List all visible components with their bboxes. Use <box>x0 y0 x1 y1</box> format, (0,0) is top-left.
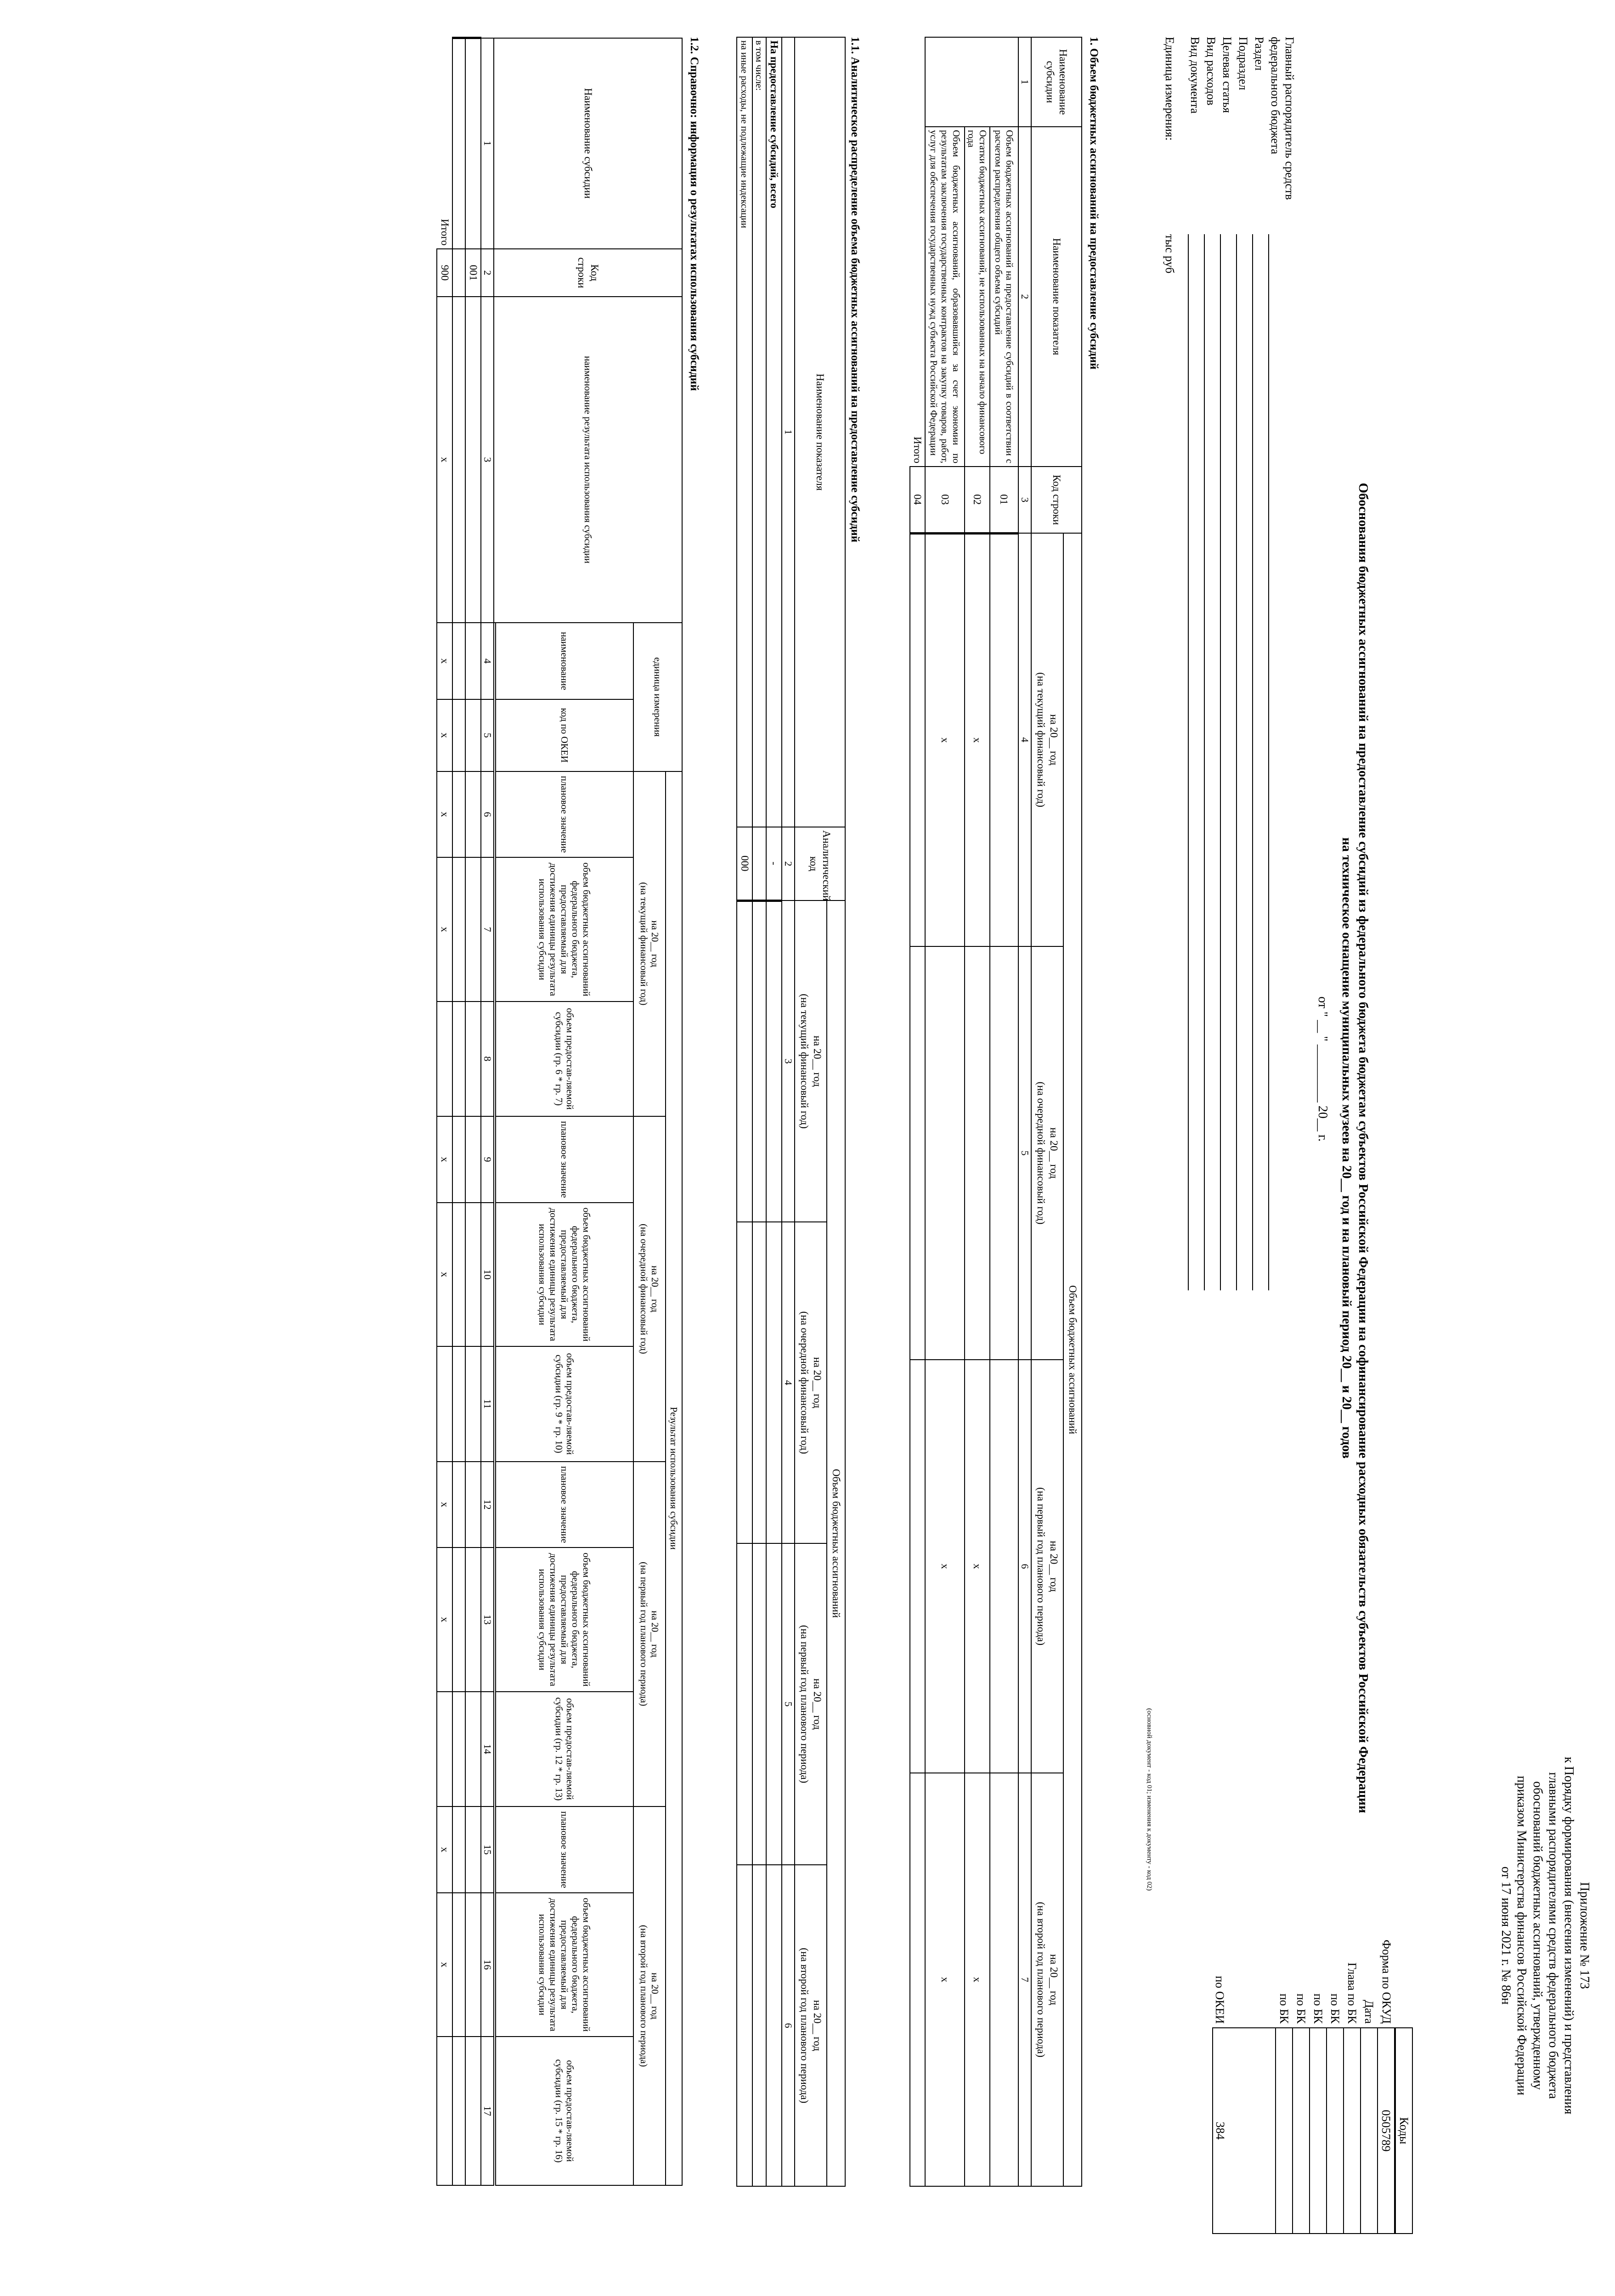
field-row <box>1204 37 1220 1290</box>
codes-header: Коды <box>1395 2028 1412 2234</box>
cell-code: 02 <box>965 467 989 533</box>
cell-okei[interactable] <box>452 699 465 771</box>
codes-box <box>1212 1936 1413 2234</box>
cell-x: х <box>437 1806 452 1893</box>
field-row <box>1188 37 1204 1290</box>
doc-type-note: (основной документ - код 01; изменения к документу - код 02) <box>1146 1708 1153 1891</box>
cell-value[interactable] <box>990 946 1018 1360</box>
cell-code: 03 <box>925 467 965 533</box>
cell-unit-name[interactable] <box>452 623 465 699</box>
h-year: на 20__ год (на текущий финансовый год) <box>795 900 827 1222</box>
cell-value[interactable] <box>452 1692 465 1807</box>
cell-value[interactable] <box>452 1203 465 1346</box>
h-year: на 20__ год (на первый год планового периода) <box>633 1462 666 1807</box>
cell-value[interactable] <box>465 1116 481 1203</box>
table-row <box>925 37 965 2186</box>
cell-value[interactable] <box>465 1893 481 2037</box>
cell-x: х <box>437 623 452 699</box>
field-label: Раздел <box>1253 37 1266 71</box>
code-label: по БК <box>1277 1993 1291 2024</box>
field-row <box>1236 37 1252 1290</box>
cell-value[interactable] <box>452 2037 465 2185</box>
h-unit-volume: объем бюджетных ассигнований федерального бюджета, предоставляемый для достижения единицы результата использования субсидии <box>496 1893 633 2037</box>
cell-value[interactable] <box>465 1806 481 1893</box>
code-label: по БК <box>1294 1993 1308 2024</box>
h-name-subsidy: Наименование субсидии <box>1031 37 1082 127</box>
cell-value[interactable] <box>965 946 989 1360</box>
code-okei: 384 <box>1213 2028 1276 2234</box>
code-label: Глава по БК <box>1345 1962 1359 2024</box>
field-input-line[interactable] <box>1252 234 1265 1290</box>
col-num: 5 <box>481 699 494 771</box>
h-unit-name: наименование <box>496 623 633 699</box>
code-label: по ОКЕИ <box>1213 1975 1227 2024</box>
appendix-line: от 17 июня 2021 г. № 86н <box>1499 1866 1513 2005</box>
cell-value[interactable] <box>737 1865 752 2186</box>
appendix-line: главными распорядителями средств федерального бюджета <box>1546 1772 1560 2099</box>
col-num: 6 <box>782 1865 795 2186</box>
cell-value[interactable] <box>925 946 965 1360</box>
col-num: 2 <box>1018 127 1031 467</box>
cell-value[interactable] <box>465 2037 481 2185</box>
cell-value[interactable] <box>452 771 465 858</box>
cell-x: х <box>437 1548 452 1691</box>
h-plan: плановое значение <box>496 1116 633 1203</box>
cell-value: х <box>965 1773 989 2186</box>
cell-value[interactable] <box>465 1692 481 1807</box>
h-year: на 20__ год (на второй год планового периода) <box>633 1806 666 2185</box>
cell-indicator: Объем бюджетных ассигнований на предоставление субсидий в соответствии с расчетом распределения общего объема субсидий <box>990 127 1018 467</box>
code-bk-cs <box>1293 2028 1310 2234</box>
table-row <box>965 37 989 2186</box>
h-name-subsidy: Наименование субсидии <box>494 38 682 249</box>
h-unit-volume: объем бюджетных ассигнований федерального бюджета, предоставляемый для достижения единицы результата использования субсидии <box>496 1203 633 1346</box>
col-num: 3 <box>481 297 494 623</box>
header-fields <box>1163 37 1297 1290</box>
code-bk-podrazdel <box>1310 2028 1327 2234</box>
cell-value[interactable] <box>766 1222 782 1543</box>
cell-value[interactable] <box>752 1543 766 1865</box>
appendix-line: обоснований бюджетных ассигнований, утвержденному <box>1530 1781 1545 2090</box>
h-volume-calc: объем предостав-ляемой субсидии (гр. 6 * гр. 7) <box>496 1002 633 1117</box>
code-bk-vr <box>1276 2028 1293 2234</box>
cell-value[interactable] <box>452 1893 465 2037</box>
document-title <box>1338 230 1372 2066</box>
col-num: 1 <box>481 38 494 249</box>
cell-value[interactable] <box>465 1346 481 1462</box>
h-indicator: Наименование показателя <box>795 37 845 827</box>
cell-value[interactable] <box>737 1222 752 1543</box>
h-year: на 20__ год (на второй год планового периода) <box>795 1865 827 2186</box>
h-code: Код строки <box>1031 467 1082 533</box>
h-indicator: Наименование показателя <box>1031 127 1082 467</box>
col-num: 6 <box>481 771 494 858</box>
h-year: на 20__ год (на первый год планового периода) <box>795 1543 827 1865</box>
cell-indicator: На предоставление субсидий, всего <box>766 37 782 827</box>
section12-table <box>436 37 683 2186</box>
col-num: 7 <box>1018 1773 1031 2186</box>
total-value[interactable] <box>437 1692 452 1807</box>
h-plan: плановое значение <box>496 1806 633 1893</box>
cell-value[interactable] <box>465 1462 481 1548</box>
cell-value[interactable] <box>990 533 1018 946</box>
cell-x: х <box>437 1893 452 2037</box>
h-year: на 20__ год (на текущий финансовый год) <box>1031 533 1063 946</box>
h-code: Код строки <box>494 249 682 297</box>
total-row <box>910 37 926 2186</box>
cell-indicator: в том числе: <box>752 37 766 827</box>
col-num: 15 <box>481 1806 494 1893</box>
h-volume: Объем бюджетных ассигнований <box>1063 533 1082 2186</box>
section1-title: 1. Объем бюджетных ассигнований на предоставление субсидий <box>1088 37 1100 370</box>
cell-value[interactable] <box>752 1222 766 1543</box>
field-input-line[interactable] <box>1268 234 1281 1290</box>
h-okei: код по ОКЕИ <box>496 699 633 771</box>
cell-value[interactable] <box>452 1002 465 1117</box>
table-row <box>766 37 782 2186</box>
field-label: Подраздел <box>1237 37 1250 90</box>
cell-result-name[interactable] <box>452 297 465 623</box>
col-num: 9 <box>481 1116 494 1203</box>
cell-value[interactable] <box>452 1806 465 1893</box>
cell-value[interactable] <box>452 1548 465 1691</box>
cell-code <box>752 827 766 900</box>
h-year: на 20__ год (на текущий финансовый год) <box>633 771 666 1117</box>
cell-code: - <box>766 827 782 900</box>
cell-x: х <box>437 297 452 623</box>
cell-value: х <box>965 533 989 946</box>
cell-value: х <box>925 1360 965 1773</box>
cell-subsidy-name[interactable] <box>465 38 481 249</box>
cell-x: х <box>437 699 452 771</box>
cell-value[interactable] <box>766 900 782 1222</box>
h-year: на 20__ год (на второй год планового периода) <box>1031 1773 1063 2186</box>
col-num: 17 <box>481 2037 494 2185</box>
cell-x: х <box>437 1116 452 1203</box>
col-num: 1 <box>782 37 795 827</box>
table-row <box>465 38 481 2186</box>
field-label: Целевая статья <box>1220 37 1234 113</box>
title-line: Обоснования бюджетных ассигнований на предоставление субсидий из федерального бюджета бюджетам субъектов Российской Федерации на софинансирование расходных обязательств субъектов Российской Федерации <box>1356 483 1371 1813</box>
col-num: 12 <box>481 1462 494 1548</box>
cell-value: х <box>925 533 965 946</box>
h-year: на 20__ год (на очередной финансовый год) <box>633 1116 666 1462</box>
appendix-line: приказом Министерства финансов Российской Федерации <box>1514 1776 1529 2095</box>
cell-x: х <box>437 857 452 1001</box>
col-num: 2 <box>782 827 795 900</box>
cell-value[interactable] <box>737 1543 752 1865</box>
h-year: на 20__ год (на очередной финансовый год) <box>795 1222 827 1543</box>
field-input-line[interactable] <box>1220 234 1233 1290</box>
code-label: по БК <box>1328 1993 1342 2024</box>
cell-x: х <box>437 1203 452 1346</box>
total-value[interactable] <box>437 1346 452 1462</box>
field-row <box>1252 37 1268 1290</box>
table-row <box>737 37 752 2186</box>
unit-label: Единица измерения: <box>1163 37 1177 141</box>
total-value[interactable] <box>437 2037 452 2185</box>
col-num: 5 <box>1018 946 1031 1360</box>
cell-value[interactable] <box>752 900 766 1222</box>
cell-value[interactable] <box>990 1773 1018 2186</box>
code-okud: 0505789 <box>1378 2028 1395 2234</box>
field-row <box>1268 37 1297 1290</box>
table-row <box>752 37 766 2186</box>
h-result-name: наименование результата использования субсидии <box>494 297 682 623</box>
field-label: Вид документа <box>1188 37 1202 114</box>
cell-value[interactable] <box>452 1462 465 1548</box>
col-num: 1 <box>1018 37 1031 127</box>
cell-indicator: Остатки бюджетных ассигнований, не использованных на начало финансового года <box>965 127 989 467</box>
cell-value: х <box>925 1773 965 2186</box>
h-year: на 20__ год (на первый год планового периода) <box>1031 1360 1063 1773</box>
col-num: 7 <box>481 857 494 1001</box>
field-input-line[interactable] <box>1236 234 1249 1290</box>
cell-value[interactable] <box>766 1543 782 1865</box>
cell-value[interactable] <box>465 771 481 858</box>
cell-value: х <box>965 1360 989 1773</box>
cell-subsidy-name[interactable] <box>925 37 1018 127</box>
col-num: 3 <box>782 900 795 1222</box>
cell-value[interactable] <box>465 1548 481 1691</box>
total-value[interactable] <box>437 1002 452 1117</box>
total-code: 900 <box>437 249 452 297</box>
h-analytic-code: Аналитический код <box>795 827 845 900</box>
col-num: 13 <box>481 1548 494 1691</box>
h-year: на 20__ год (на очередной финансовый год) <box>1031 946 1063 1360</box>
unit-value: тыс руб <box>1163 234 1177 274</box>
col-num: 16 <box>481 1893 494 2037</box>
cell-indicator: Объем бюджетных ассигнований, образовавшийся за счет экономии по результатам заключения государственных контрактов на закупку товаров, работ, услуг для обеспечения государственных нужд субъекта Российской Федерации <box>925 127 965 467</box>
cell-unit-name[interactable] <box>465 623 481 699</box>
section11-title: 1.1. Аналитическое распределение объема бюджетных ассигнований на предоставление субсидий <box>849 37 861 543</box>
section11-table <box>736 37 846 2187</box>
code-label: Форма по ОКУД <box>1379 1940 1393 2024</box>
h-plan: плановое значение <box>496 771 633 858</box>
appendix-block <box>1498 1637 1592 2234</box>
cell-value[interactable] <box>752 1865 766 2186</box>
total-value[interactable] <box>910 946 926 1360</box>
total-value[interactable] <box>910 1360 926 1773</box>
cell-value[interactable] <box>990 1360 1018 1773</box>
table-row <box>452 38 465 2186</box>
h-unit-volume: объем бюджетных ассигнований федерального бюджета, предоставляемый для достижения единицы результата использования субсидии <box>496 1548 633 1691</box>
col-num: 4 <box>481 623 494 699</box>
table-row <box>990 37 1018 2186</box>
cell-value[interactable] <box>452 857 465 1001</box>
h-unit: единица измерения <box>633 623 682 771</box>
total-code: 04 <box>910 467 926 533</box>
col-num: 14 <box>481 1692 494 1807</box>
total-label: Итого <box>437 38 452 249</box>
total-label: Итого <box>911 436 923 463</box>
col-num: 4 <box>1018 533 1031 946</box>
h-unit-volume: объем бюджетных ассигнований федерального бюджета, предоставляемый для достижения единицы результата использования субсидии <box>496 857 633 1001</box>
col-num: 8 <box>481 1002 494 1117</box>
cell-code: 01 <box>990 467 1018 533</box>
cell-value[interactable] <box>465 857 481 1001</box>
field-input-line[interactable] <box>1204 234 1217 1290</box>
appendix-line: к Порядку формирования (внесения изменений) и представления <box>1561 1756 1576 2115</box>
unit-row <box>1163 37 1188 1290</box>
cell-value[interactable] <box>465 1203 481 1346</box>
code-label: по БК <box>1311 1993 1325 2024</box>
cell-result-name[interactable] <box>465 297 481 623</box>
total-value[interactable] <box>910 1773 926 2186</box>
title-line: на техническое оснащение муниципальных музеев на 20__ год и на плановый период 20__ и 20__ годов <box>1339 837 1354 1459</box>
total-value[interactable] <box>910 533 926 946</box>
col-num: 10 <box>481 1203 494 1346</box>
date-line: от " __ " _________ 20__ г. <box>1316 996 1330 1142</box>
field-label: Главный распорядитель средств федерального бюджета <box>1269 37 1297 200</box>
cell-value[interactable] <box>452 1116 465 1203</box>
h-plan: плановое значение <box>496 1462 633 1548</box>
h-volume: Объем бюджетных ассигнований <box>827 900 845 2186</box>
cell-x: х <box>437 771 452 858</box>
appendix-line: Приложение № 173 <box>1577 1882 1592 1989</box>
cell-code: 001 <box>465 249 481 297</box>
cell-value[interactable] <box>737 900 752 1222</box>
h-volume-calc: объем предостав-ляемой субсидии (гр. 12 * гр. 13) <box>496 1692 633 1807</box>
cell-okei[interactable] <box>465 699 481 771</box>
h-volume-calc: объем предостав-ляемой субсидии (гр. 9 * гр. 10) <box>496 1346 633 1462</box>
cell-indicator: на иные расходы, не подлежащие индексации <box>737 37 752 827</box>
col-num: 2 <box>481 249 494 297</box>
cell-x: х <box>437 1462 452 1548</box>
total-row <box>437 38 452 2186</box>
field-input-line[interactable] <box>1188 234 1201 1290</box>
field-label: Вид расходов <box>1204 37 1218 106</box>
col-num: 11 <box>481 1346 494 1462</box>
cell-subsidy-name[interactable] <box>452 38 465 249</box>
cell-value[interactable] <box>465 1002 481 1117</box>
col-num: 3 <box>1018 467 1031 533</box>
col-num: 4 <box>782 1222 795 1543</box>
section1-table <box>909 37 1082 2187</box>
cell-value[interactable] <box>452 1346 465 1462</box>
cell-code: 000 <box>737 827 752 900</box>
cell-value[interactable] <box>766 1865 782 2186</box>
section12-title: 1.2. Справочно: информация о результатах использования субсидий <box>688 37 700 391</box>
cell-code <box>452 249 465 297</box>
field-row <box>1220 37 1236 1290</box>
col-num: 5 <box>782 1543 795 1865</box>
col-num: 6 <box>1018 1360 1031 1773</box>
code-label: Дата <box>1362 2000 1376 2024</box>
h-result: Результат использования субсидии <box>666 771 682 2185</box>
h-volume-calc: объем предостав-ляемой субсидии (гр. 15 * гр. 16) <box>496 2037 633 2185</box>
